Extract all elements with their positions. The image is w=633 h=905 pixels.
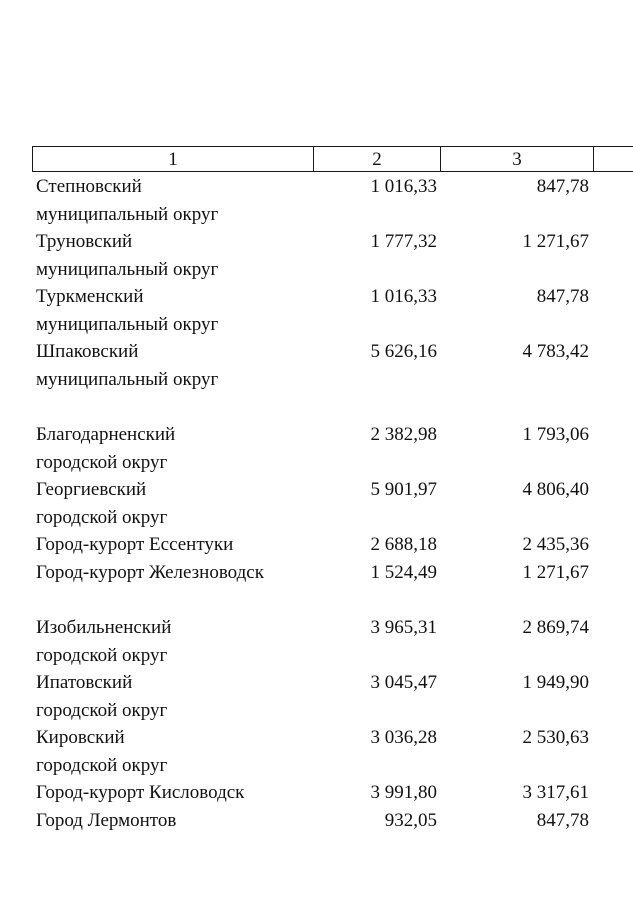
row-name: Туркменский муниципальный округ	[36, 286, 219, 335]
row-name: Степновский муниципальный округ	[36, 176, 219, 225]
row-value-col3: 3 317,61	[522, 782, 589, 803]
row-name: Город-курорт Кисловодск	[36, 782, 245, 803]
row-value-col3: 2 530,63	[522, 727, 589, 748]
row-value-col3: 1 271,67	[522, 561, 589, 583]
row-name: Изобильненский городской округ	[36, 617, 172, 666]
row-value-col2: 1 524,49	[370, 561, 437, 583]
row-name: Город-курорт Железноводск	[36, 561, 264, 583]
row-value-col2: 3 036,28	[370, 727, 437, 748]
row-name: Шпаковский муниципальный округ	[36, 341, 219, 390]
row-value-col3: 847,78	[536, 286, 589, 307]
row-value-col2: 3 991,80	[370, 782, 437, 803]
row-name: Георгиевский городской округ	[36, 479, 168, 528]
row-value-col2: 1 016,33	[370, 286, 437, 307]
row-value-col3: 4 806,40	[522, 479, 589, 500]
row-value-col2: 1 016,33	[370, 176, 437, 197]
table-row	[0, 724, 633, 779]
table-row	[0, 283, 633, 338]
row-value-col2: 5 626,16	[370, 341, 437, 362]
table-row	[0, 779, 633, 807]
table-row	[0, 421, 633, 476]
row-value-col3: 1 271,67	[522, 231, 589, 252]
row-name: Кировский городской округ	[36, 727, 168, 776]
table-header	[32, 146, 633, 172]
table-row	[0, 807, 633, 835]
column-header-3: 3	[441, 147, 594, 171]
row-value-col3: 4 783,42	[522, 341, 589, 362]
row-value-col2: 3 965,31	[370, 617, 437, 638]
row-value-col2: 5 901,97	[370, 479, 437, 500]
row-value-col2: 2 382,98	[370, 424, 437, 445]
row-name: Труновский муниципальный округ	[36, 231, 219, 280]
table-row	[0, 614, 633, 669]
table-row	[0, 228, 633, 283]
row-value-col2: 3 045,47	[370, 672, 437, 693]
column-header-2: 2	[314, 147, 441, 171]
table-row	[0, 338, 633, 393]
table-row	[0, 476, 633, 531]
table-row	[0, 531, 633, 559]
row-value-col3: 2 869,74	[522, 617, 589, 638]
row-value-col2: 2 688,18	[370, 534, 437, 555]
table-row	[0, 173, 633, 228]
table-row	[0, 559, 633, 587]
row-value-col3: 847,78	[536, 809, 589, 831]
row-name: Город-курорт Ессентуки	[36, 534, 234, 555]
row-value-col3: 1 949,90	[522, 672, 589, 693]
row-value-col3: 1 793,06	[522, 424, 589, 445]
row-name: Благодарненский городской округ	[36, 424, 176, 473]
row-value-col2: 932,05	[384, 809, 437, 831]
table-body	[0, 173, 633, 834]
table-row	[0, 669, 633, 724]
row-value-col3: 847,78	[536, 176, 589, 197]
row-value-col3: 2 435,36	[522, 534, 589, 555]
row-name: Город Лермонтов	[36, 809, 177, 831]
column-header-1: 1	[33, 147, 314, 171]
row-name: Ипатовский городской округ	[36, 672, 168, 721]
row-value-col2: 1 777,32	[370, 231, 437, 252]
